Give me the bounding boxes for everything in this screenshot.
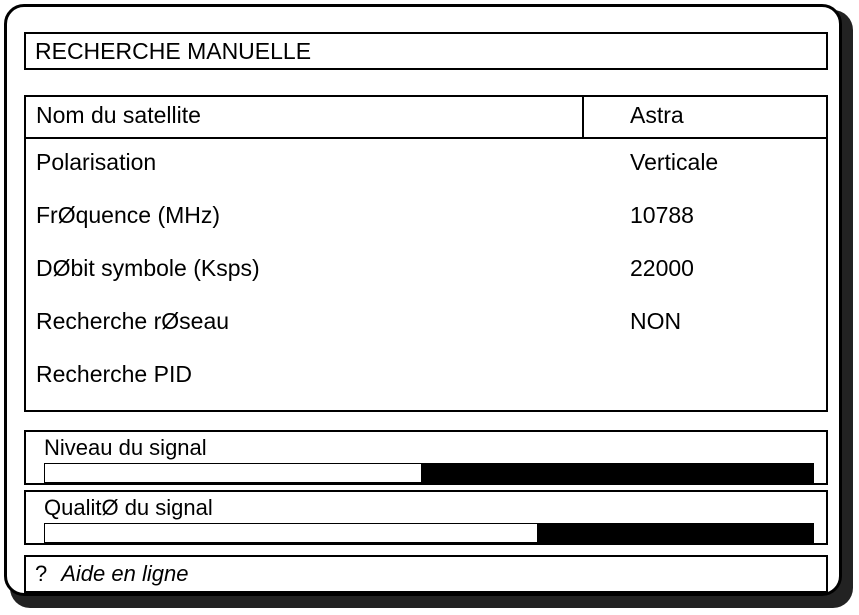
signal-level-bar: [44, 463, 814, 483]
param-value: 10788: [630, 202, 694, 228]
screen-title: RECHERCHE MANUELLE: [24, 32, 828, 70]
signal-level-bar-fill: [421, 464, 813, 482]
param-row-polarisation[interactable]: [26, 139, 826, 191]
param-value: Astra: [630, 102, 684, 128]
param-value: NON: [630, 308, 682, 334]
manual-search-screen: [4, 4, 842, 596]
signal-level-label: Niveau du signal: [44, 435, 207, 460]
signal-quality-bar: [44, 523, 814, 543]
param-value: 22000: [630, 255, 694, 281]
signal-quality-label: QualitØ du signal: [44, 495, 213, 520]
param-value: Verticale: [630, 149, 719, 175]
param-label: Nom du satellite: [36, 102, 201, 128]
param-label: Polarisation: [36, 149, 157, 175]
help-bar[interactable]: [24, 555, 828, 593]
param-label: Recherche rØseau: [36, 308, 230, 334]
signal-quality-bar-fill: [537, 524, 813, 542]
param-label: DØbit symbole (Ksps): [36, 255, 260, 281]
param-row-pid-search[interactable]: [26, 351, 826, 403]
column-divider: [582, 97, 584, 137]
help-text: Aide en ligne: [61, 561, 189, 586]
param-row-symbol-rate[interactable]: [26, 245, 826, 297]
param-row-satellite-name[interactable]: [26, 97, 826, 139]
parameters-list: [24, 95, 828, 412]
signal-level-panel: [24, 430, 828, 485]
signal-quality-panel: [24, 490, 828, 545]
param-row-frequency[interactable]: [26, 192, 826, 244]
param-label: FrØquence (MHz): [36, 202, 221, 228]
param-label: Recherche PID: [36, 361, 192, 387]
help-icon: ?: [35, 561, 48, 586]
param-row-network-search[interactable]: [26, 298, 826, 350]
